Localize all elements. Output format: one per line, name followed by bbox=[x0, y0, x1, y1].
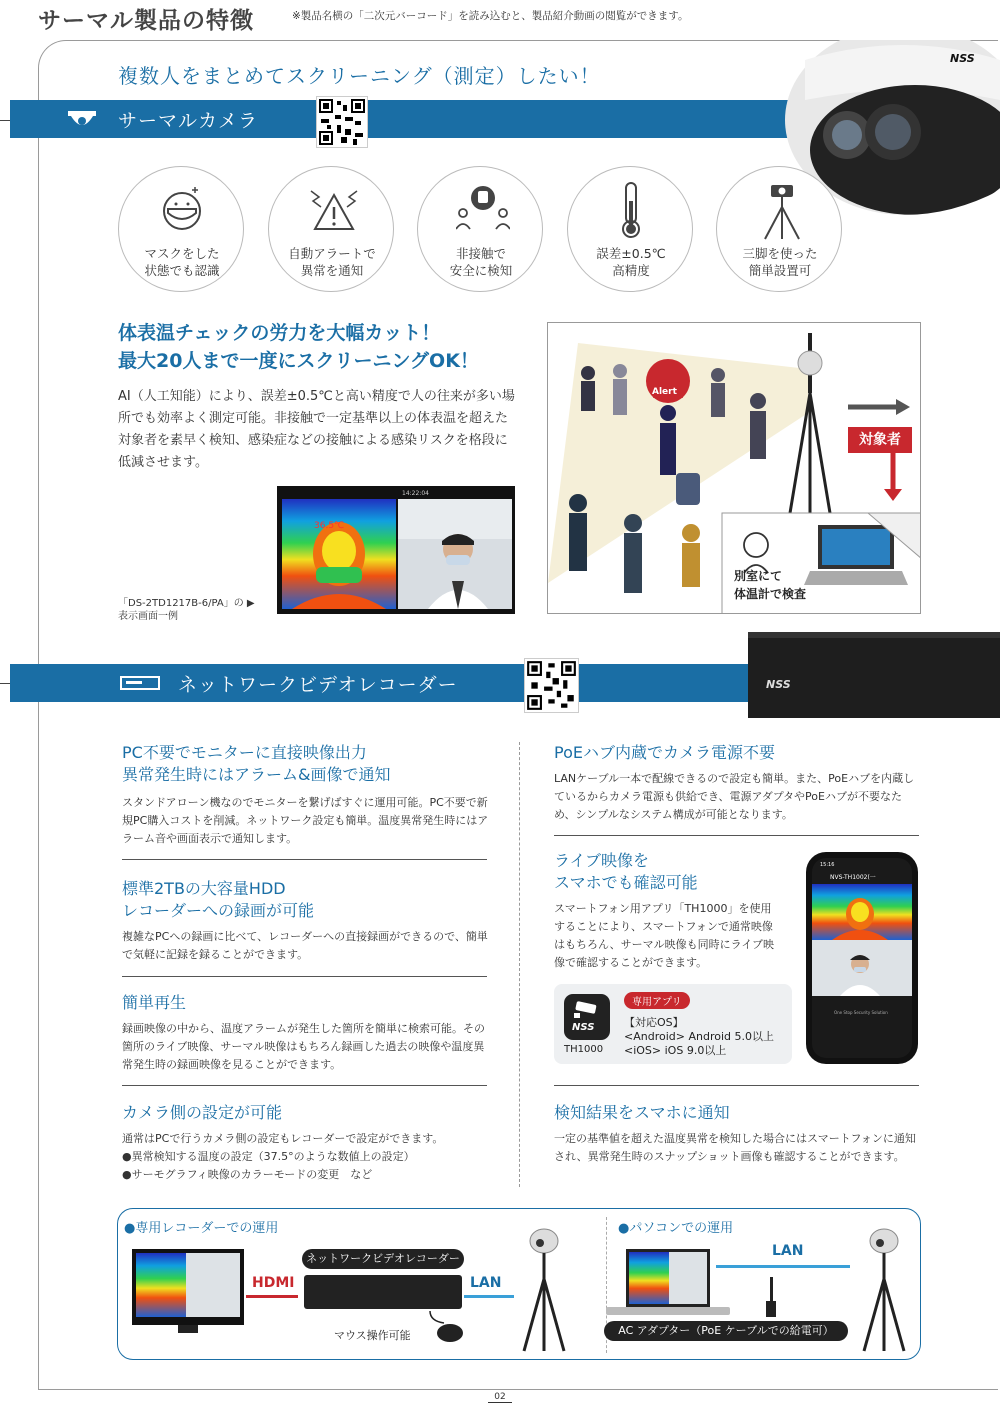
monitor-stand bbox=[178, 1325, 198, 1333]
qr-code-nvr[interactable] bbox=[524, 658, 579, 713]
nvr-right-heading-1: PoEハブ内蔵でカメラ電源不要 bbox=[554, 743, 775, 762]
thermometer-icon bbox=[606, 181, 656, 241]
pc-operation-title: ●パソコンでの運用 bbox=[618, 1221, 734, 1236]
tripod-camera-left bbox=[516, 1223, 572, 1353]
mouse-icon bbox=[424, 1309, 464, 1343]
lan-label-left: LAN bbox=[470, 1275, 502, 1291]
nvr-right-body-1: LANケーブル一本で配線できるので設定も簡単。また、PoEハブを内蔵しているからカメラ電源も供給でき、電源アダプタやPoEハブが不要なため、シンプルなシステム構成が可能となります。 bbox=[554, 772, 915, 821]
screening-illustration bbox=[547, 322, 921, 614]
mask-face-icon bbox=[157, 181, 207, 236]
thermal-display-example bbox=[277, 486, 515, 614]
phone-live-view bbox=[812, 940, 912, 996]
recorder-photo bbox=[748, 632, 1000, 718]
app-ios-version: <iOS> iOS 9.0以上 bbox=[624, 1044, 727, 1057]
lan-cable-left bbox=[464, 1295, 514, 1298]
laptop-live-view bbox=[669, 1252, 707, 1304]
lan-label-right: LAN bbox=[772, 1243, 804, 1259]
visible-image bbox=[398, 499, 512, 609]
nvr-band bbox=[10, 664, 748, 702]
nvr-right-body-2: スマートフォン用アプリ「TH1000」を使用することにより、スマートフォンで通常映像はもちろん、サーマル映像も同時にライブ映像で確認することができます。 bbox=[554, 902, 774, 969]
app-os-title: 【対応OS】 bbox=[624, 1016, 684, 1029]
phone-title: NVS-TH1002(一 bbox=[830, 874, 876, 881]
app-info-box bbox=[554, 984, 792, 1064]
qr-code-thermal[interactable] bbox=[316, 96, 368, 148]
feature-tripod bbox=[716, 166, 842, 292]
camera-brand: NSS bbox=[950, 52, 975, 65]
nvr-left-heading-3: 簡単再生 bbox=[122, 993, 187, 1012]
feature-label: 非接触で 安全に検知 bbox=[449, 246, 513, 278]
nvr-left-body-2: 複雑なPCへの録画に比べて、レコーダーへの直接録画ができるので、簡単で気軽に記録を録ることができます。 bbox=[122, 930, 488, 961]
page-number: 02 bbox=[488, 1392, 512, 1403]
check-label-2: 体温計で検査 bbox=[734, 587, 807, 601]
nvr-left-bullet-2: ●サーモグラフィ映像のカラーモードの変更 など bbox=[122, 1168, 373, 1181]
qr-note: ※製品名横の「二次元バーコード」を読み込むと、製品紹介動画の閲覧ができます。 bbox=[292, 10, 689, 22]
nvr-right-heading-2: ライブ映像を スマホでも確認可能 bbox=[554, 851, 698, 892]
phone-thermal-view bbox=[812, 884, 912, 940]
target-person-label: 対象者 bbox=[848, 427, 912, 453]
laptop-screen bbox=[626, 1249, 710, 1307]
feature-no-touch bbox=[417, 166, 543, 292]
monitor-live-view bbox=[186, 1253, 240, 1317]
tripod-camera-right bbox=[856, 1223, 912, 1353]
app-badge: 専用アプリ bbox=[624, 992, 690, 1009]
screen-temperature: 36.5℃ bbox=[314, 521, 345, 531]
divider bbox=[554, 835, 919, 836]
feature-label: マスクをした 状態でも認識 bbox=[144, 246, 220, 278]
thermal-description: AI（人工知能）により、誤差±0.5℃と高い精度で人の往来が多い場所でも効率よく測定可能。非接触で一定基準以上の体表温を超えた対象者を素早く検知、感染症などの接触による感染リスクを格段に低減させます。 bbox=[118, 389, 515, 470]
mouse-label: マウス操作可能 bbox=[334, 1329, 411, 1342]
recorder-label: ネットワークビデオレコーダー bbox=[302, 1249, 464, 1269]
screen-caption-2: 表示画面一例 bbox=[118, 611, 178, 622]
thermal-image bbox=[282, 499, 396, 609]
recorder-icon bbox=[120, 676, 160, 696]
nvr-left-heading-2: 標準2TBの大容量HDD レコーダーへの録画が可能 bbox=[122, 879, 315, 920]
nvr-band-label: ネットワークビデオレコーダー bbox=[178, 674, 458, 696]
feature-label: 自動アラートで 異常を通知 bbox=[288, 246, 376, 278]
monitor bbox=[132, 1249, 244, 1325]
alert-triangle-icon bbox=[307, 181, 361, 236]
divider bbox=[122, 976, 487, 977]
nvr-left-bullet-1: ●異常検知する温度の設定（37.5°のような数値上の設定） bbox=[122, 1150, 415, 1163]
column-divider bbox=[519, 742, 520, 1187]
lan-cable-right bbox=[716, 1265, 850, 1268]
nvr-left-heading-4: カメラ側の設定が可能 bbox=[122, 1103, 283, 1122]
phone-footer: One Stop Security Solution bbox=[834, 1010, 888, 1015]
recorder-device bbox=[304, 1275, 462, 1309]
power-cable bbox=[770, 1277, 773, 1303]
thermal-camera-band bbox=[10, 100, 810, 138]
camera-dome-icon bbox=[66, 108, 98, 134]
feature-alert bbox=[268, 166, 394, 292]
operation-diagram bbox=[117, 1208, 921, 1360]
main-heading-2: 最大20人まで一度にスクリーニングOK！ bbox=[118, 350, 479, 372]
tripod-camera-icon bbox=[755, 181, 809, 241]
feature-accuracy bbox=[567, 166, 693, 292]
phone-time: 15:16 bbox=[820, 862, 835, 868]
recorder-operation-title: ●専用レコーダーでの運用 bbox=[124, 1221, 279, 1236]
divider bbox=[554, 1085, 919, 1086]
main-heading-1: 体表温チェックの労力を大幅カット！ bbox=[118, 322, 441, 344]
app-name: TH1000 bbox=[564, 1044, 604, 1055]
nvr-left-body-1: スタンドアローン機なのでモニターを繋げばすぐに運用可能。PC不要で新規PC購入コストを削減。ネットワーク設定も簡単。温度異常発生時にはアラーム音や画面表示で通知します。 bbox=[122, 796, 489, 845]
feature-label: 三脚を使った 簡単設置可 bbox=[742, 246, 818, 278]
feature-label: 誤差±0.5℃ 高精度 bbox=[596, 246, 666, 278]
security-camera-icon bbox=[572, 1000, 602, 1020]
power-plug bbox=[766, 1301, 776, 1317]
hdmi-label: HDMI bbox=[252, 1275, 295, 1291]
smartphone bbox=[806, 852, 918, 1064]
nvr-left-heading-1: PC不要でモニターに直接映像出力 異常発生時にはアラーム&画像で通知 bbox=[122, 743, 391, 784]
feature-mask bbox=[118, 166, 244, 292]
thermal-headline: 複数人をまとめてスクリーニング（測定）したい！ bbox=[118, 64, 601, 88]
nvr-right-body-3: 一定の基準値を超えた温度異常を検知した場合にはスマートフォンに通知され、異常発生時のスナップショット画像も確認することができます。 bbox=[554, 1132, 916, 1163]
app-android-version: <Android> Android 5.0以上 bbox=[624, 1030, 774, 1043]
nvr-right-heading-3: 検知結果をスマホに通知 bbox=[554, 1103, 730, 1122]
screen-time: 14:22:04 bbox=[402, 490, 429, 497]
no-touch-hand-icon bbox=[456, 181, 510, 236]
recorder-brand: NSS bbox=[766, 678, 791, 691]
page-title: サーマル製品の特徴 bbox=[38, 8, 254, 34]
alert-label: Alert bbox=[652, 387, 677, 397]
monitor-thermal-view bbox=[136, 1253, 186, 1317]
app-icon-brand: NSS bbox=[572, 1022, 595, 1033]
screen-caption-1: 「DS-2TD1217B-6/PA」の ▶ bbox=[118, 598, 255, 609]
divider bbox=[122, 859, 487, 860]
thermal-band-label: サーマルカメラ bbox=[118, 110, 259, 132]
nvr-left-body-3: 録画映像の中から、温度アラームが発生した箇所を簡単に検索可能。その箇所のライブ映像、サーマル映像はもちろん録画した過去の映像や温度異常発生時の録画映像を見ることができます。 bbox=[122, 1022, 485, 1071]
hdmi-cable bbox=[246, 1295, 298, 1298]
app-icon[interactable] bbox=[564, 994, 610, 1040]
ac-adapter-label: AC アダプター（PoE ケーブルでの給電可） bbox=[604, 1321, 848, 1341]
check-label-1: 別室にて bbox=[734, 569, 783, 583]
laptop-thermal-view bbox=[629, 1252, 669, 1304]
nvr-left-body-4: 通常はPCで行うカメラ側の設定もレコーダーで設定ができます。 bbox=[122, 1132, 444, 1145]
divider bbox=[122, 1085, 487, 1086]
laptop-base bbox=[606, 1307, 730, 1315]
